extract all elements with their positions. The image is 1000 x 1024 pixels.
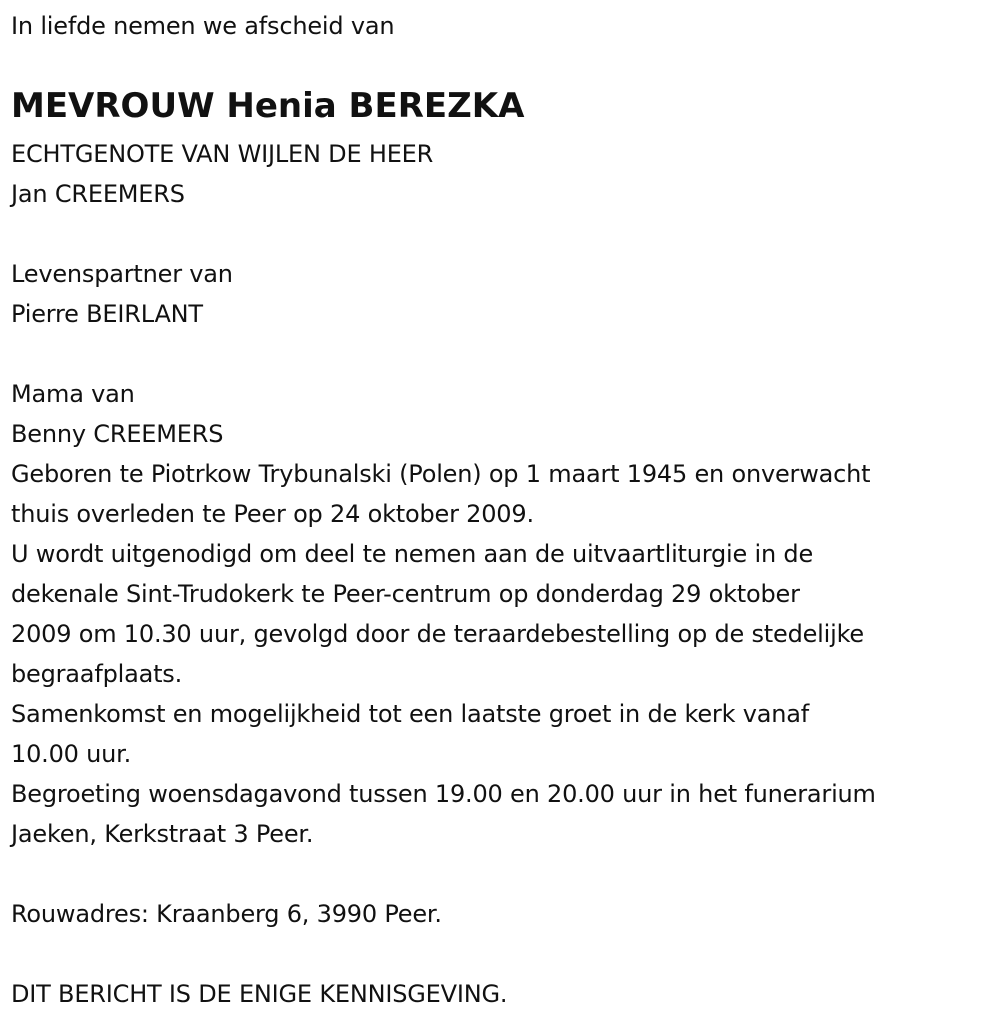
details-line: begraafplaats. — [11, 660, 183, 688]
details-line: 10.00 uur. — [11, 740, 132, 768]
details-line: thuis overleden te Peer op 24 oktober 2009. — [11, 500, 534, 528]
details-line: dekenale Sint-Trudokerk te Peer-centrum op donderdag 29 oktober — [11, 580, 800, 608]
details-line: Jaeken, Kerkstraat 3 Peer. — [11, 820, 314, 848]
details-line: Geboren te Piotrkow Trybunalski (Polen) op 1 maart 1945 en onverwacht — [11, 460, 871, 488]
deceased-name: MEVROUW Henia BEREZKA — [11, 86, 525, 126]
details-line: 2009 om 10.30 uur, gevolgd door de teraardebestelling op de stedelijke — [11, 620, 864, 648]
intro-text: In liefde nemen we afscheid van — [11, 12, 395, 40]
details-line: U wordt uitgenodigd om deel te nemen aan de uitvaartliturgie in de — [11, 540, 814, 568]
spouse-title: ECHTGENOTE VAN WIJLEN DE HEER — [11, 140, 434, 168]
spouse-block — [11, 134, 433, 214]
details-line: Samenkomst en mogelijkheid tot een laatste groet in de kerk vanaf — [11, 700, 810, 728]
mother-block — [11, 374, 876, 854]
details-line: Begroeting woensdagavond tussen 19.00 en 20.00 uur in het funerarium — [11, 780, 876, 808]
mother-title: Mama van — [11, 380, 135, 408]
child-name: Benny CREEMERS — [11, 420, 224, 448]
mourning-address: Rouwadres: Kraanberg 6, 3990 Peer. — [11, 900, 442, 928]
partner-title: Levenspartner van — [11, 260, 233, 288]
notice-text: DIT BERICHT IS DE ENIGE KENNISGEVING. — [11, 980, 508, 1008]
partner-block — [11, 254, 233, 334]
partner-name: Pierre BEIRLANT — [11, 300, 203, 328]
spouse-name: Jan CREEMERS — [11, 180, 185, 208]
